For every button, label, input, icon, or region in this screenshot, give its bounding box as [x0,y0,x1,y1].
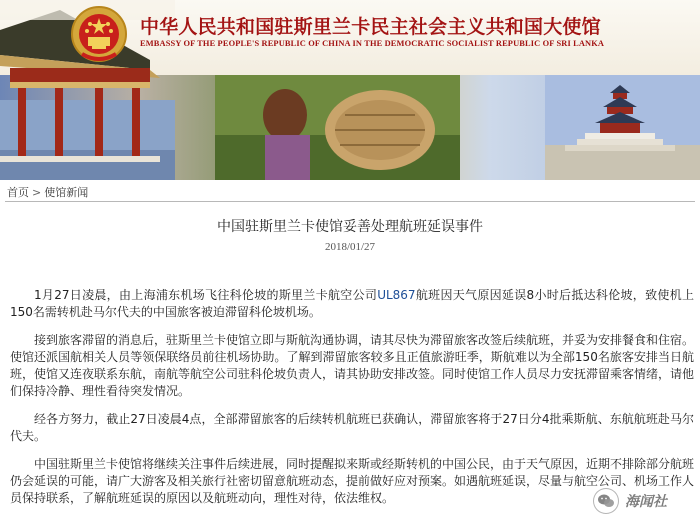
article-date: 2018/01/27 [324,241,376,253]
article-paragraph-1 [10,287,694,321]
paragraph-1-text-end: 航班因天气原因延误8小时后抵达科伦坡，致使机上150名需转机赴马尔代夫的中国旅客被迫滞留科伦坡机场。 [10,288,694,319]
article-paragraph-4: 中国驻斯里兰卡使馆将继续关注事件后续进展，同时提醒拟来斯或经斯转机的中国公民，由于天气原因，近期不排除部分航班仍会延误的可能，请广大游客及相关旅行社密切留意航班动态，提前做好应对预案。如遇航班延误，尽量与航空公司、机场工作人员保持联系，了解航班延误的原因以及航班动向，理性对待，依法维权。 [10,457,695,505]
watermark [593,487,667,515]
watermark-text: 海闻社 [625,494,667,510]
temple-of-heaven-photo [545,75,700,180]
embassy-title-en: EMBASSY OF THE PEOPLE'S REPUBLIC OF CHINA IN THE DEMOCRATIC SOCIALIST REPUBLIC OF SRI LANKA [140,39,605,48]
wechat-badge-icon [593,488,619,514]
breadcrumb-home-link[interactable]: 首页 [7,186,29,199]
paragraph-1-text-start: 1月27日凌晨，由上海浦东机场飞往科伦坡的斯里兰卡航空公司 [34,288,378,302]
flight-number: UL867 [377,288,416,302]
article-title: 中国驻斯里兰卡使馆妥善处理航班延误事件 [217,219,483,235]
breadcrumb-separator: > [32,186,42,199]
embassy-title-cn: 中华人民共和国驻斯里兰卡民主社会主义共和国大使馆 [140,16,601,38]
breadcrumb [7,184,88,200]
article-paragraph-3: 经各方努力，截止27日凌晨4点，全部滞留旅客的后续转机航班已获确认，滞留旅客将于27日分4批乘斯航、东航航班赴马尔代夫。 [10,412,694,443]
header-banner [0,0,700,180]
article-paragraph-2: 接到旅客滞留的消息后，驻斯里兰卡使馆立即与斯航沟通协调，请其尽快为滞留旅客改签后续航班，并妥为安排餐食和住宿。使馆还派国航相关人员等领保联络员前往机场协助。了解到滞留旅客较多且正值旅游旺季，斯航难以为全部150名旅客安排当日航班，使馆又连夜联系东航，南航等航空公司驻科伦坡负责人，请其协助安排改签。同时使馆工作人员尽力安抚滞留乘客情绪，请他们保持冷静、理性看待突发情况。 [10,333,695,398]
breadcrumb-section-link[interactable]: 使馆新闻 [44,186,89,199]
breadcrumb-divider [5,201,695,202]
national-emblem-icon [70,4,128,66]
tea-picker-photo [215,75,460,180]
